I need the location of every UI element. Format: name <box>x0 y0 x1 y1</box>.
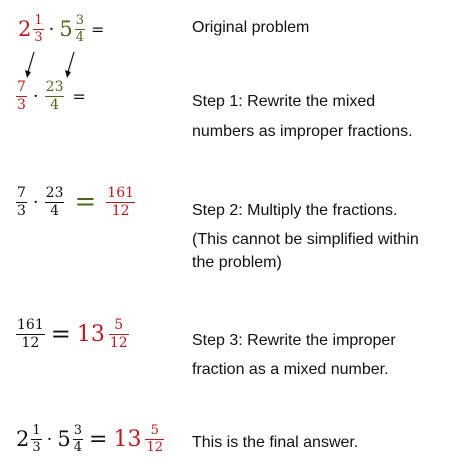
original-expression <box>18 14 104 44</box>
down-arrow-icon <box>60 50 82 80</box>
step3-expression <box>16 318 129 350</box>
multiply-dot: · <box>32 85 39 107</box>
step1-line1: Step 1: Rewrite the mixed <box>192 93 376 110</box>
equals-sign: = <box>74 187 97 217</box>
denominator: 12 <box>21 335 40 351</box>
final-mixed1-fraction <box>31 424 41 454</box>
numerator: 5 <box>114 317 124 333</box>
mixed1-fraction <box>33 14 43 44</box>
mixed2-whole: 5 <box>59 17 73 41</box>
denominator: 3 <box>17 203 26 219</box>
numerator: 1 <box>32 423 41 438</box>
denominator: 3 <box>34 30 43 45</box>
original-problem-label: Original problem <box>192 19 310 36</box>
step1-fraction2 <box>45 80 65 112</box>
final-result-whole: 13 <box>113 426 142 452</box>
denominator: 3 <box>17 97 26 113</box>
denominator: 4 <box>50 97 60 113</box>
equals-sign: = <box>50 320 71 348</box>
step3-fraction <box>16 318 45 350</box>
multiply-dot: · <box>46 428 53 450</box>
numerator: 161 <box>107 185 135 201</box>
step2-fraction1 <box>16 186 27 218</box>
denominator: 4 <box>75 30 85 45</box>
final-expression <box>16 424 164 454</box>
step2-result <box>106 186 135 218</box>
equals-sign: = <box>89 426 108 452</box>
final-result-fraction <box>145 424 164 454</box>
step2-line1: Step 2: Multiply the fractions. <box>192 202 398 219</box>
equals-sign: = <box>72 86 86 106</box>
denominator: 3 <box>32 440 41 455</box>
step3-line1: Step 3: Rewrite the improper <box>192 332 396 349</box>
numerator: 3 <box>73 423 83 438</box>
numerator: 161 <box>17 317 44 333</box>
numerator: 23 <box>45 79 64 95</box>
numerator: 1 <box>34 13 43 28</box>
numerator: 23 <box>45 185 64 201</box>
step2-line3: the problem) <box>192 254 282 271</box>
mixed1-whole: 2 <box>18 17 32 41</box>
numerator: 7 <box>17 185 26 201</box>
step1-line2: numbers as improper fractions. <box>192 123 413 140</box>
step2-line2: (This cannot be simplified within <box>192 231 419 248</box>
mixed2-fraction <box>75 14 85 44</box>
denominator: 12 <box>109 335 128 351</box>
final-mixed1-whole: 2 <box>16 427 30 451</box>
numerator: 7 <box>17 79 26 95</box>
step2-expression <box>16 186 135 218</box>
step3-result-fraction <box>109 318 129 350</box>
denominator: 12 <box>111 203 130 219</box>
denominator: 12 <box>146 440 164 455</box>
step2-fraction2 <box>45 186 65 218</box>
down-arrow-icon <box>20 50 42 80</box>
denominator: 4 <box>50 203 60 219</box>
step1-fraction1 <box>16 80 27 112</box>
step3-line2: fraction as a mixed number. <box>192 361 389 378</box>
equals-sign: = <box>91 19 105 39</box>
denominator: 4 <box>73 440 83 455</box>
final-mixed2-whole: 5 <box>57 427 71 451</box>
final-answer-label: This is the final answer. <box>192 434 359 451</box>
step3-result-whole: 13 <box>76 321 105 347</box>
step1-expression <box>16 80 86 112</box>
multiply-dot: · <box>48 18 55 40</box>
multiply-dot: · <box>32 191 39 213</box>
numerator: 5 <box>150 423 159 438</box>
numerator: 3 <box>75 13 85 28</box>
final-mixed2-fraction <box>73 424 83 454</box>
